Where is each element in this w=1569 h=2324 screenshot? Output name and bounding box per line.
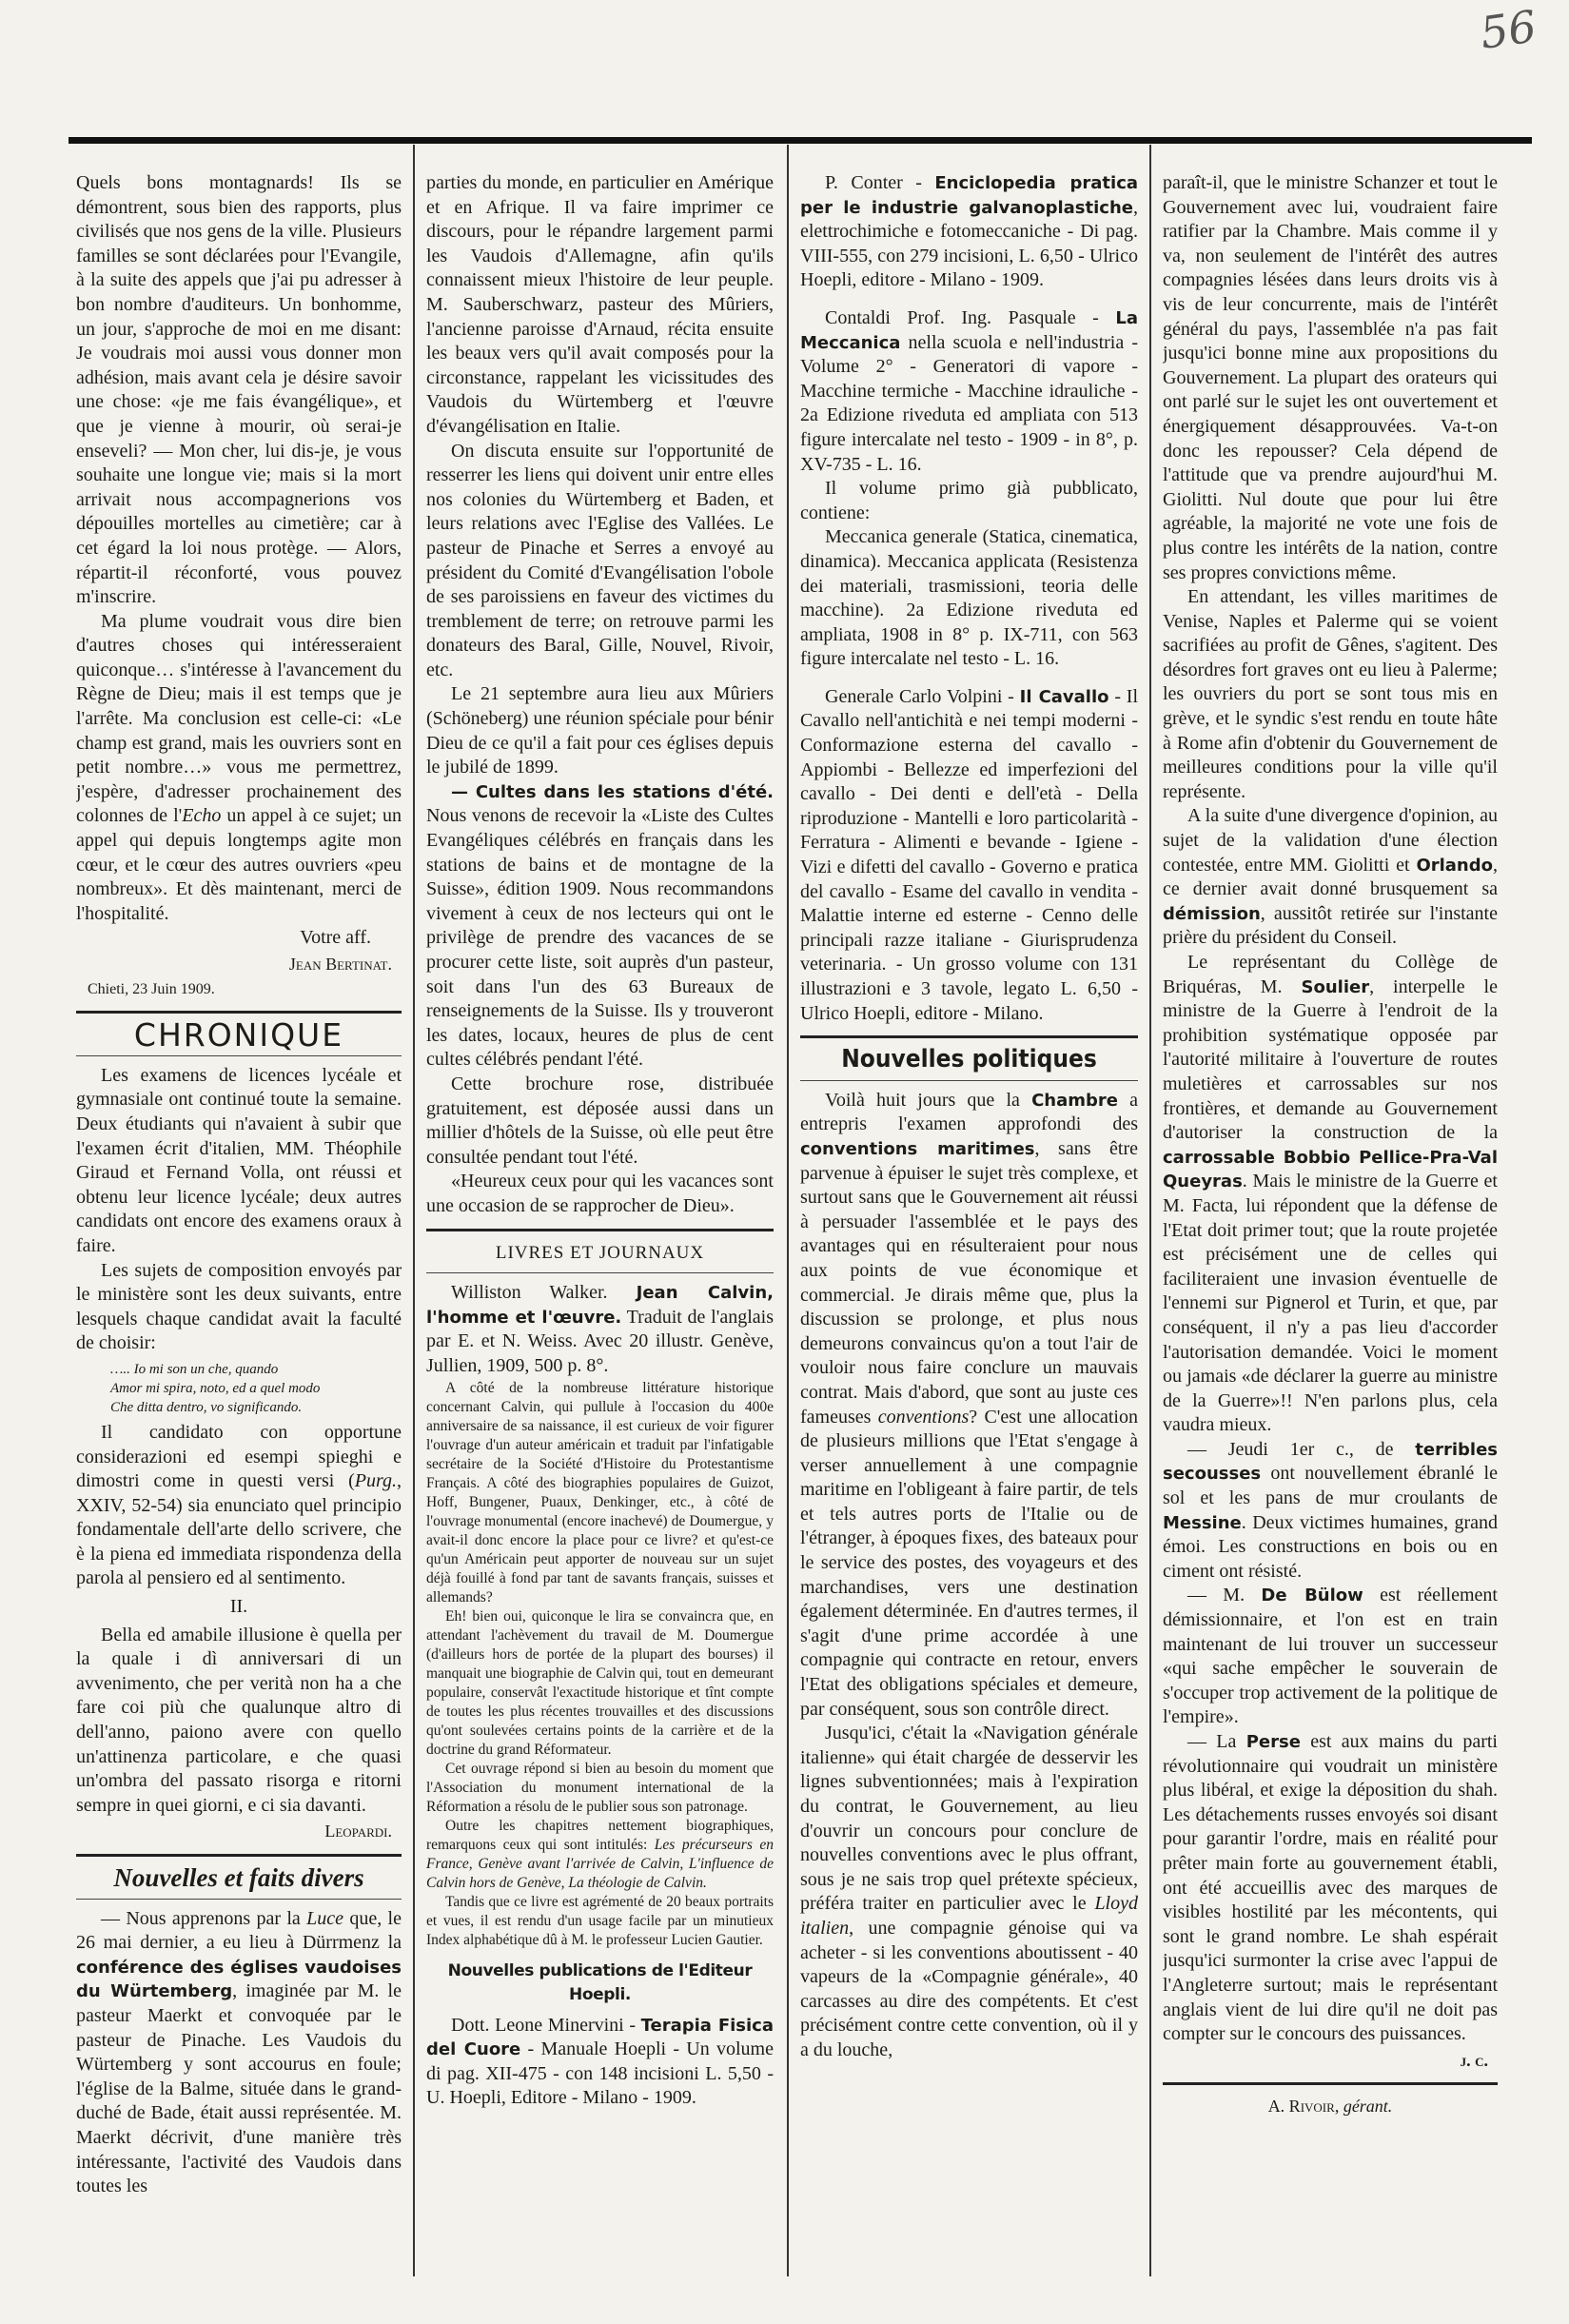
section-rule xyxy=(800,1035,1138,1038)
column-1 xyxy=(76,171,402,2303)
column-4 xyxy=(1163,171,1498,2303)
letter-signature: Jean Bertinat. xyxy=(288,955,392,974)
politiques-paragraph: — La Perse est aux mains du parti révolutionnaire qui voudrait un ministère plus libéral, et exige la déposition du shah. Les détachements russes envoyés soi disant pour garantir l'ordre, mais en réalité pour prêter main forte au gouvernement établi, ont été accueillis avec des marques de visibles hostilité par les mécontents, qui sont le grand nombre. Le shah espérait jusqu'ici surmonter la crise avec l'appui de l'Angleterre surtout; mais le représentant anglais vient de lui dire qu'il ne doit pas compter sur le concours des puissances. xyxy=(1163,1731,1498,2045)
section-rule xyxy=(800,1080,1138,1081)
quote-attribution: Leopardi. xyxy=(324,1822,392,1841)
nouvelles-paragraph: parties du monde, en particulier en Amérique et en Afrique. Il va faire imprimer ce discours, pour le répandre largement parmi les Vaudois d'Allemagne, afin qu'ils connaissent mieux l'histoire de leur peuple. M. Sauberschwarz, pasteur des Mûriers, l'ancienne paroisse d'Arnaud, récita ensuite les beaux vers qu'il avait composés pour la circonstance, rappelant les vicissitudes des Vaudois du Würtemberg et l'œuvre d'évangélisation en Italie. xyxy=(426,172,774,437)
section-rule xyxy=(76,1055,402,1056)
book-entry: Contaldi Prof. Ing. Pasquale - La Meccanica nella scuola e nell'industria - Volume 2° - Generatori di vapore - Macchine termiche - Macchine idrauliche - 2a Edizione riveduta ed ampliata con 513 figure intercalate nel testo - 1909 - in 8°, p. XV-735 - L. 16. xyxy=(800,306,1138,475)
letter-dateline: Chieti, 23 Juin 1909. xyxy=(88,980,215,997)
book-entry: Williston Walker. Jean Calvin, l'homme et l'œuvre. Traduit de l'anglais par E. et N. Weiss. Avec 20 illustr. Genève, Jullien, 1909, 500 p. 8°. xyxy=(426,1282,774,1376)
politiques-paragraph: — M. De Bülow est réellement démissionnaire, et l'on est en train maintenant de lui trouver un successeur «qui sache empêcher le souverain de s'occuper trop activement de la politique de l'empire». xyxy=(1163,1585,1498,1728)
letter-signoff: Votre aff. xyxy=(300,927,371,949)
hoepli-heading: Nouvelles publications de l'Editeur Hoepli. xyxy=(447,1960,753,2005)
livres-heading: LIVRES ET JOURNAUX xyxy=(495,1242,705,1263)
book-entry: P. Conter - Enciclopedia pratica per le industrie galvanoplastiche, elettrochimiche e fotomeccaniche - Di pag. VIII-555, con 279 incisioni, L. 6,50 - Ulrico Hoepli, editore - Milano - 1909. xyxy=(800,172,1138,291)
book-entry: Dott. Leone Minervini - Terapia Fisica del Cuore - Manuale Hoepli - Un volume di pag. XII-475 - con 148 incisioni L. 5,50 - U. Hoepli, Editore - Milano - 1909. xyxy=(426,2014,774,2109)
book-review: A côté de la nombreuse littérature historique concernant Calvin, qui pullule à l'occasion du 400e anniversaire de sa naissance, il est curieux de voir figurer l'ouvrage d'un auteur américain et traduit par l'infatigable secrétaire de la Société d'Histoire du Protestantisme Français. A côté des biographies populaires de Guizot, Hoff, Bungener, Puaux, Denkinger, etc., à côté de l'ouvrage monumental (encore inachevé) de Doumergue, y avait-il donc encore la place pour ce livre? et qu'est-ce qu'un Américain peut apporter de nouveau sur un sujet déjà fouillé à fond par tant de savants français, suisses et allemands? Eh! bien oui, quiconque le lira se convaincra que, en attendant l'achèvement du travail de M. Doumergue (d'ailleurs hors de portée de la plupart des bourses) il manquait une biographie de Calvin qui, tout en demeurant populaire, conservât l'exactitude historique et tînt compte de toutes les plus récentes trouvailles et des discussions qu'ont soulevées certains points de la carrière et de la doctrine du grand Réformateur. Cet ouvrage répond si bien au besoin du moment que l'Association du monument international de la Réformation a résolu de le publier sous son patronage. Outre les chapitres nettement biographiques, remarquons ceux qui sont intitulés: Les précurseurs en France, Genève avant l'arrivée de Calvin, L'influence de Calvin hors de Genève, La théologie de Calvin. Tandis que ce livre est agrémenté de 20 beaux portraits et vues, il est rendu d'un usage facile par un minutieux Index alphabétique dû à M. le professeur Lucien Gautier. xyxy=(426,1379,774,1948)
chronique-paragraph: Bella ed amabile illusione è quella per la quale i dì anniversari di un avvenimento, che per verità non ha a che fare coi più che qualunque altro di dell'anno, paiono avere con quello un'attinenza particolare, e che quasi un'ombra del passato risorga e ritorni sempre in quei giorni, e ci sia davanti. xyxy=(76,1624,402,1816)
politiques-paragraph: En attendant, les villes maritimes de Venise, Naples et Palerme qui se voient sacrifiées au profit de Gênes, s'agitent. Des désordres fort graves ont eu lieu à Palerme; les ouvriers du port se sont tous mis en grève, et le syndic s'est rendu en toute hâte à Rome afin d'obtenir du Gouvernement de meilleures conditions pour la ville qu'il représente. xyxy=(1163,586,1498,802)
section-rule xyxy=(426,1229,774,1231)
book-entry: Meccanica generale (Statica, cinematica, dinamica). Meccanica applicata (Resistenza dei materiali, trasmissioni, teoria delle macchine). 2a Edizione riveduta ed ampliata, 1908 in 8° p. IX-711, con 563 figure intercalate nel testo - L. 16. xyxy=(800,526,1138,670)
page-number: 56 xyxy=(1477,0,1540,59)
book-entry: Il volume primo già pubblicato, contiene: xyxy=(800,478,1138,523)
section-rule xyxy=(76,1854,402,1857)
top-rule xyxy=(69,137,1532,144)
nouvelles-paragraph: «Heureux ceux pour qui les vacances sont une occasion de se rapprocher de Dieu». xyxy=(426,1171,774,1216)
letter-paragraph: Ma plume voudrait vous dire bien d'autres choses qui intéresseraient quiconque… s'intéresse à l'avancement du Règne de Dieu; mais il est temps que je l'arrête. Ma conclusion est celle-ci: «Le champ est grand, mais les ouvriers sont en petit nombre…» vous me permettrez, j'espère, d'adresser prochainement des colonnes de l'Echo un appel à ce sujet; un appel qui depuis longtemps agite mon cœur, et le cœur des autres ouvriers «peu nombreux». Et dès maintenant, merci de l'hospitalité. xyxy=(76,610,402,924)
chronique-paragraph: Les examens de licences lycéale et gymnasiale ont continué toute la semaine. Deux étudiants qui n'avaient à subir que l'examen écrit d'italien, MM. Théophile Giraud et Fernand Volla, ont réussi et obtenu leur licence lycéale; deux autres candidats ont encore des examens oraux à faire. xyxy=(76,1064,402,1256)
politiques-paragraph: — Jeudi 1er c., de terribles secousses ont nouvellement ébranlé le sol et les pans de mur croulants de Messine. Deux victimes humaines, grand émoi. Les constructions en bois ou en ciment ont résisté. xyxy=(1163,1438,1498,1582)
nouvelles-paragraph: On discuta ensuite sur l'opportunité de resserrer les liens qui doivent unir entre elles nos colonies du Würtemberg et Baden, et leurs relations avec l'Eglise des Vallées. Le pasteur de Pinache et Serres a envoyé au président du Comité d'Evangélisation l'obole de ses paroissiens en faveur des victimes du tremblement de terre; on retrouve parmi les donateurs des Baral, Gille, Nouvel, Rivoir, etc. xyxy=(426,440,774,680)
column-divider xyxy=(787,145,789,2276)
politiques-paragraph: Jusqu'ici, c'était la «Navigation générale italienne» qui était chargée de desservir les lignes subventionnées; mais à l'expiration du contrat, le Gouvernement, au lieu d'ouvrir un concours pour conclure de nouvelles conventions avec le plus offrant, sous je ne sais trop quel prétexte spécieux, préféra traiter en particulier avec le Lloyd italien, une compagnie génoise qui va acheter - si les conventions aboutissent - 40 vapeurs de la «Compagnie générale», 40 carcasses au dire des compétents. Et c'est précisément contre cette convention, où il y a du louche, xyxy=(800,1723,1138,2060)
nouvelles-paragraph: Le 21 septembre aura lieu aux Mûriers (Schöneberg) une réunion spéciale pour bénir Dieu de ce qu'il a fait pour ces églises depuis le jubilé de 1899. xyxy=(426,683,774,778)
nouvelles-paragraph: Cette brochure rose, distribuée gratuitement, est déposée aussi dans un millier d'hôtels de la Suisse, où elle peut être consultée pendant tout l'été. xyxy=(426,1073,774,1168)
chronique-paragraph: Il candidato con opportune considerazioni ed esempi spieghi e dimostri come in questi versi (Purg., XXIV, 52-54) sia enunciato quel principio fondamentale dell'arte dello scrivere, che è la piena ed immediata rispondenza della parola al pensiero ed al sentimento. xyxy=(76,1421,402,1589)
article-initials: j. c. xyxy=(1460,2050,1488,2070)
nouvelles-paragraph: — Cultes dans les stations d'été. Nous venons de recevoir la «Liste des Cultes Evangéliques célébrés en français dans les stations de bains et de montagne de la Suisse», édition 1909. Nous recommandons vivement à ceux de nos lecteurs qui ont le privilège de prendre des vacances de se procurer cette liste, soit auprès d'un pasteur, soit dans l'un des 63 Bureaux de renseignements de la Suisse. Ils y trouveront les dates, locaux, heures de plus de cent cultes célébrés pendant l'été. xyxy=(426,781,774,1071)
politiques-paragraph: A la suite d'une divergence d'opinion, au sujet de la validation d'une élection contestée, entre MM. Giolitti et Orlando, ce dernier avait donné brusquement sa démission, aussitôt retirée sur l'instante prière du président du Conseil. xyxy=(1163,805,1498,949)
section-numeral: II. xyxy=(229,1596,248,1618)
section-rule xyxy=(1163,2082,1498,2085)
letter-paragraph: Quels bons montagnards! Ils se démontrent, sous bien des rapports, plus civilisés que nos gens de la ville. Plusieurs familles se sont déclarées pour l'Evangile, à la suite des appels que j'ai pu adresser à bon nombre d'auditeurs. Un bonhomme, un jour, s'approche de moi en me disant: Je voudrais moi aussi vous donner mon adhésion, mais avant cela je désire savoir une chose: «je me fais évangélique», et que je vienne à mourir, où serai-je enseveli? — Mon cher, lui dis-je, je vous souhaite une longue vie; mais si la mort arrivait nous accompagnerions vos dépouilles mortelles au cimetière; car à cet égard la loi nous protège. — Alors, répartit-il réconforté, vous pouvez m'inscrire. xyxy=(76,172,402,608)
politiques-heading: Nouvelles politiques xyxy=(841,1045,1097,1074)
section-rule xyxy=(76,1011,402,1014)
column-divider xyxy=(1149,145,1151,2276)
politiques-paragraph: Voilà huit jours que la Chambre a entrepris l'examen approfondi des conventions maritimes, sans être parvenue à épuiser le sujet très complexe, et surtout sans que le Gouvernement ait réussi à persuader l'assemblée et le pays des avantages qui en résulteraient pour nous aux points de vue économique et commercial. Je dirais même que, plus la discussion se prolonge, et plus nous demeurons convaincus qu'on a tout l'air de vouloir nous faire conclure un mauvais contrat. Mais d'abord, que sont au juste ces fameuses conventions? C'est une allocation de plusieurs millions que l'Etat s'engage à verser annuellement à une compagnie maritime en l'obligeant à faire partir, de tels et tels autres ports de l'Italie ou de l'étranger, à époques fixes, des bateaux pour le service des postes, des voyageurs et des marchandises, vers une destination également déterminée. En d'autres termes, il s'agit d'une prime accordée à une compagnie qui contracte en retour, envers l'Etat des obligations spéciales et demeure, par conséquent, sous son contrôle direct. xyxy=(800,1089,1138,1720)
politiques-paragraph: Le représentant du Collège de Briquéras, M. Soulier, interpelle le ministre de la Guerre à l'endroit de la prohibition systématique opposée par l'autorité militaire à l'ouverture de routes muletières et carrossables sur nos frontières, et demande au Gouvernement d'autoriser la construction de la carrossable Bobbio Pellice-Pra-Val Queyras. Mais le ministre de la Guerre et M. Facta, lui répondent que la défense de l'Etat doit primer tout; que la route projetée est précisément une de celles qui faciliteraient une invasion éventuelle de l'ennemi sur Pignerol et Turin, et que, par conséquent, il n'y a pas lieu d'accorder l'autorisation demandée. Voici le moment ou jamais «de déclarer la guerre au ministre de la Guerre»!! N'en parlons plus, cela vaudra mieux. xyxy=(1163,952,1498,1436)
chronique-paragraph: Les sujets de composition envoyés par le ministère sont les deux suivants, entre lesquels chaque candidat avait la faculté de choisir: xyxy=(76,1259,402,1354)
book-entry: Generale Carlo Volpini - Il Cavallo - Il Cavallo nell'antichità e nei tempi moderni - Conformazione esterna del cavallo - Appiombi - Bellezze ed imperfezioni del cavallo - Dei denti e dell'età - Della riproduzione - Mantelli e loro particolarità - Ferratura - Alimenti e bevande - Igiene - Vizi e difetti del cavallo - Governo e pratica del cavallo - Esame del cavallo in vendita - Malattie interne ed esterne - Cenno delle principali razze italiane - Giurisprudenza veterinaria. - Un grosso volume con 131 illustrazioni e 3 tavole, legato L. 6,50 - Ulrico Hoepli, editore - Milano. xyxy=(800,685,1138,1024)
section-rule xyxy=(426,1272,774,1273)
gerant-line: A. Rivoir, gérant. xyxy=(1267,2097,1393,2117)
nouvelles-heading: Nouvelles et faits divers xyxy=(113,1863,364,1892)
column-divider xyxy=(413,145,415,2276)
column-3 xyxy=(800,171,1138,2303)
column-2 xyxy=(426,171,774,2303)
chronique-heading: CHRONIQUE xyxy=(133,1016,344,1054)
nouvelles-paragraph: — Nous apprenons par la Luce que, le 26 mai dernier, a eu lieu à Dürrmenz la conférence des églises vaudoises du Würtemberg, imaginée par M. le pasteur Maerkt et convoquée par le pasteur de Pinache. Les Vaudois du Würtemberg y sont accourus en foule; l'église de la Balme, située dans le grand-duché de Bade, était aussi représentée. M. Maerkt décrivit, d'une manière très intéressante, l'activité des Vaudois dans toutes les xyxy=(76,1907,402,2197)
verse-quote: ….. Io mi son un che, quando Amor mi spira, noto, ed a quel modo Che ditta dentro, vo significando. xyxy=(110,1361,321,1415)
section-rule xyxy=(76,1899,402,1900)
politiques-paragraph: paraît-il, que le ministre Schanzer et tout le Gouvernement avec lui, voudraient faire ratifier par la Chambre. Mais comme il y va, non seulement de l'intérêt des autres compagnies lésées dans leurs droits vis à vis de leur concurrente, mais de l'intérêt général du pays, l'assemblée n'a pas fait jusqu'ici bonne mine aux propositions du Gouvernement. La plupart des orateurs qui ont parlé sur le sujet les ont ouvertement et énergiquement désapprouvées. Va-t-on donc les repousser? Cela dépend de l'attitude que va prendre aujourd'hui M. Giolitti. Nul doute que pour lui être agréable, la majorité ne vote une fois de plus contre les intérêts de la nation, contre ses propres convictions même. xyxy=(1163,172,1498,583)
